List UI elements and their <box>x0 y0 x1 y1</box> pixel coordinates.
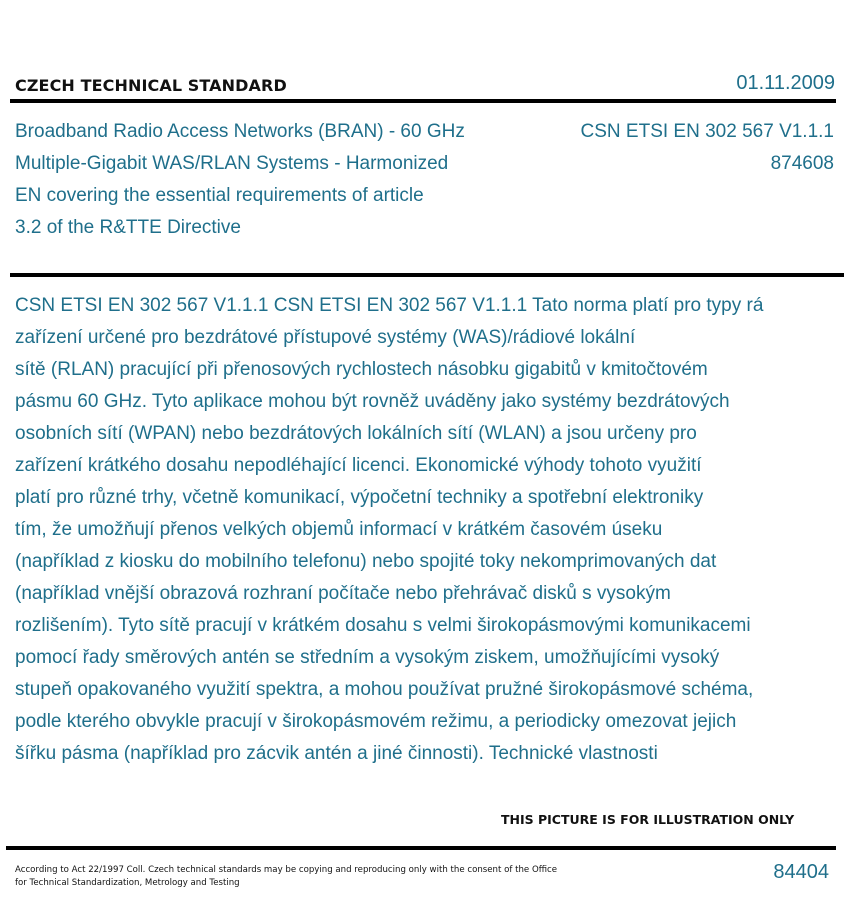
header-label: CZECH TECHNICAL STANDARD <box>15 76 287 95</box>
body-line: šířku pásma (například pro zácvik antén a jiné činnosti). Technické vlastnosti <box>15 743 658 764</box>
body-line: stupeň opakovaného využití spektra, a mohou používat pružné širokopásmové schéma, <box>15 679 754 700</box>
body-line: pomocí řady směrových antén se středním a vysokým ziskem, umožňujícími vysoký <box>15 647 720 668</box>
document-body <box>15 290 865 770</box>
standard-code: CSN ETSI EN 302 567 V1.1.1 <box>580 121 834 142</box>
standard-number: 874608 <box>770 153 834 174</box>
standard-identifier <box>581 116 834 180</box>
illustration-note: THIS PICTURE IS FOR ILLUSTRATION ONLY <box>501 812 795 827</box>
header-rule <box>10 99 836 103</box>
body-line: tím, že umožňují přenos velkých objemů informací v krátkém časovém úseku <box>15 519 663 540</box>
title-line: Multiple-Gigabit WAS/RLAN Systems - Harmonized <box>15 153 449 174</box>
body-line: (například z kiosku do mobilního telefonu) nebo spojité toky nekomprimovaných dat <box>15 551 717 572</box>
body-line: zařízení určené pro bezdrátové přístupové systémy (WAS)/rádiové lokální <box>15 327 636 348</box>
body-line: podle kterého obvykle pracují v širokopásmovém režimu, a periodicky omezovat jejich <box>15 711 737 732</box>
body-line: pásmu 60 GHz. Tyto aplikace mohou být rovněž uváděny jako systémy bezdrátových <box>15 391 730 412</box>
body-line: (například vnější obrazová rozhraní počítače nebo přehrávač disků s vysokým <box>15 583 671 604</box>
footer-rule <box>6 846 836 850</box>
document-title <box>15 116 535 244</box>
body-line: CSN ETSI EN 302 567 V1.1.1 CSN ETSI EN 302 567 V1.1.1 Tato norma platí pro typy rá <box>15 295 764 316</box>
footer-note-line: for Technical Standardization, Metrology and Testing <box>15 878 240 888</box>
section-rule <box>10 273 844 277</box>
title-line: EN covering the essential requirements of article <box>15 185 424 206</box>
body-line: rozlišením). Tyto sítě pracují v krátkém dosahu s velmi širokopásmovými komunikacemi <box>15 615 751 636</box>
header-date: 01.11.2009 <box>736 72 835 94</box>
body-line: osobních sítí (WPAN) nebo bezdrátových lokálních sítí (WLAN) a jsou určeny pro <box>15 423 697 444</box>
footer-number: 84404 <box>773 861 829 883</box>
footer-legal-note <box>15 864 585 890</box>
body-line: platí pro různé trhy, včetně komunikací, výpočetní techniky a spotřební elektroniky <box>15 487 704 508</box>
title-line: 3.2 of the R&TTE Directive <box>15 217 241 238</box>
footer-note-line: According to Act 22/1997 Coll. Czech technical standards may be copying and reproducing only with the consent of the Office <box>15 865 558 875</box>
body-line: sítě (RLAN) pracující při přenosových rychlostech násobku gigabitů v kmitočtovém <box>15 359 708 380</box>
title-line: Broadband Radio Access Networks (BRAN) - 60 GHz <box>15 121 465 142</box>
body-line: zařízení krátkého dosahu nepodléhající licenci. Ekonomické výhody tohoto využití <box>15 455 702 476</box>
